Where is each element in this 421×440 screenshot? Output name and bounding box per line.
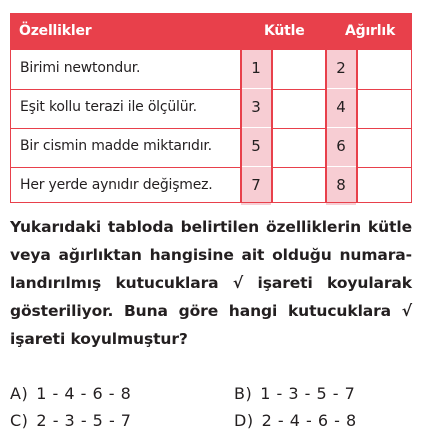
table-row: [10, 89, 412, 129]
column-divider: [325, 50, 327, 203]
weight-number-box: 6: [326, 128, 356, 166]
question-line: landırılmış kutucuklara √ işareti koyularak: [10, 274, 412, 292]
mass-number-box: 3: [241, 89, 271, 127]
mass-number-box: 5: [241, 128, 271, 166]
table-row: [10, 167, 412, 206]
column-divider: [240, 50, 242, 203]
column-divider: [271, 50, 273, 203]
option-label: D): [234, 411, 254, 430]
option-c[interactable]: [10, 411, 131, 430]
table-row: [10, 128, 412, 168]
option-d[interactable]: [234, 411, 357, 430]
question-line: Yukarıdaki tabloda belirtilen özelliklerin kütle: [10, 218, 412, 236]
option-value: 1 - 3 - 5 - 7: [260, 384, 356, 403]
option-value: 1 - 4 - 6 - 8: [36, 384, 132, 403]
option-label: A): [10, 384, 29, 403]
question-text: [10, 213, 412, 353]
header-weight: Ağırlık: [345, 23, 396, 39]
row-text: Birimi newtondur.: [20, 60, 141, 76]
header-features: Özellikler: [19, 23, 92, 39]
row-text: Bir cismin madde miktarıdır.: [20, 138, 212, 154]
option-value: 2 - 3 - 5 - 7: [36, 411, 132, 430]
weight-number-box: 8: [326, 167, 356, 205]
table-header: [10, 13, 412, 50]
column-divider: [356, 50, 358, 203]
question-line: işareti koyulmuştur?: [10, 330, 188, 348]
weight-number-box: 2: [326, 50, 356, 88]
option-label: B): [234, 384, 253, 403]
weight-number-box: 4: [326, 89, 356, 127]
option-value: 2 - 4 - 6 - 8: [261, 411, 357, 430]
table-row: [10, 50, 412, 90]
question-line: veya ağırlıktan hangisine ait olduğu numara-: [10, 246, 412, 264]
mass-number-box: 1: [241, 50, 271, 88]
mass-number-box: 7: [241, 167, 271, 205]
header-mass: Kütle: [264, 23, 305, 39]
option-a[interactable]: [10, 384, 131, 403]
option-label: C): [10, 411, 29, 430]
question-line: gösteriliyor. Buna göre hangi kutucuklara √: [10, 302, 412, 320]
properties-table: [10, 13, 412, 203]
row-text: Her yerde aynıdır değişmez.: [20, 177, 213, 193]
option-b[interactable]: [234, 384, 355, 403]
row-text: Eşit kollu terazi ile ölçülür.: [20, 99, 197, 115]
